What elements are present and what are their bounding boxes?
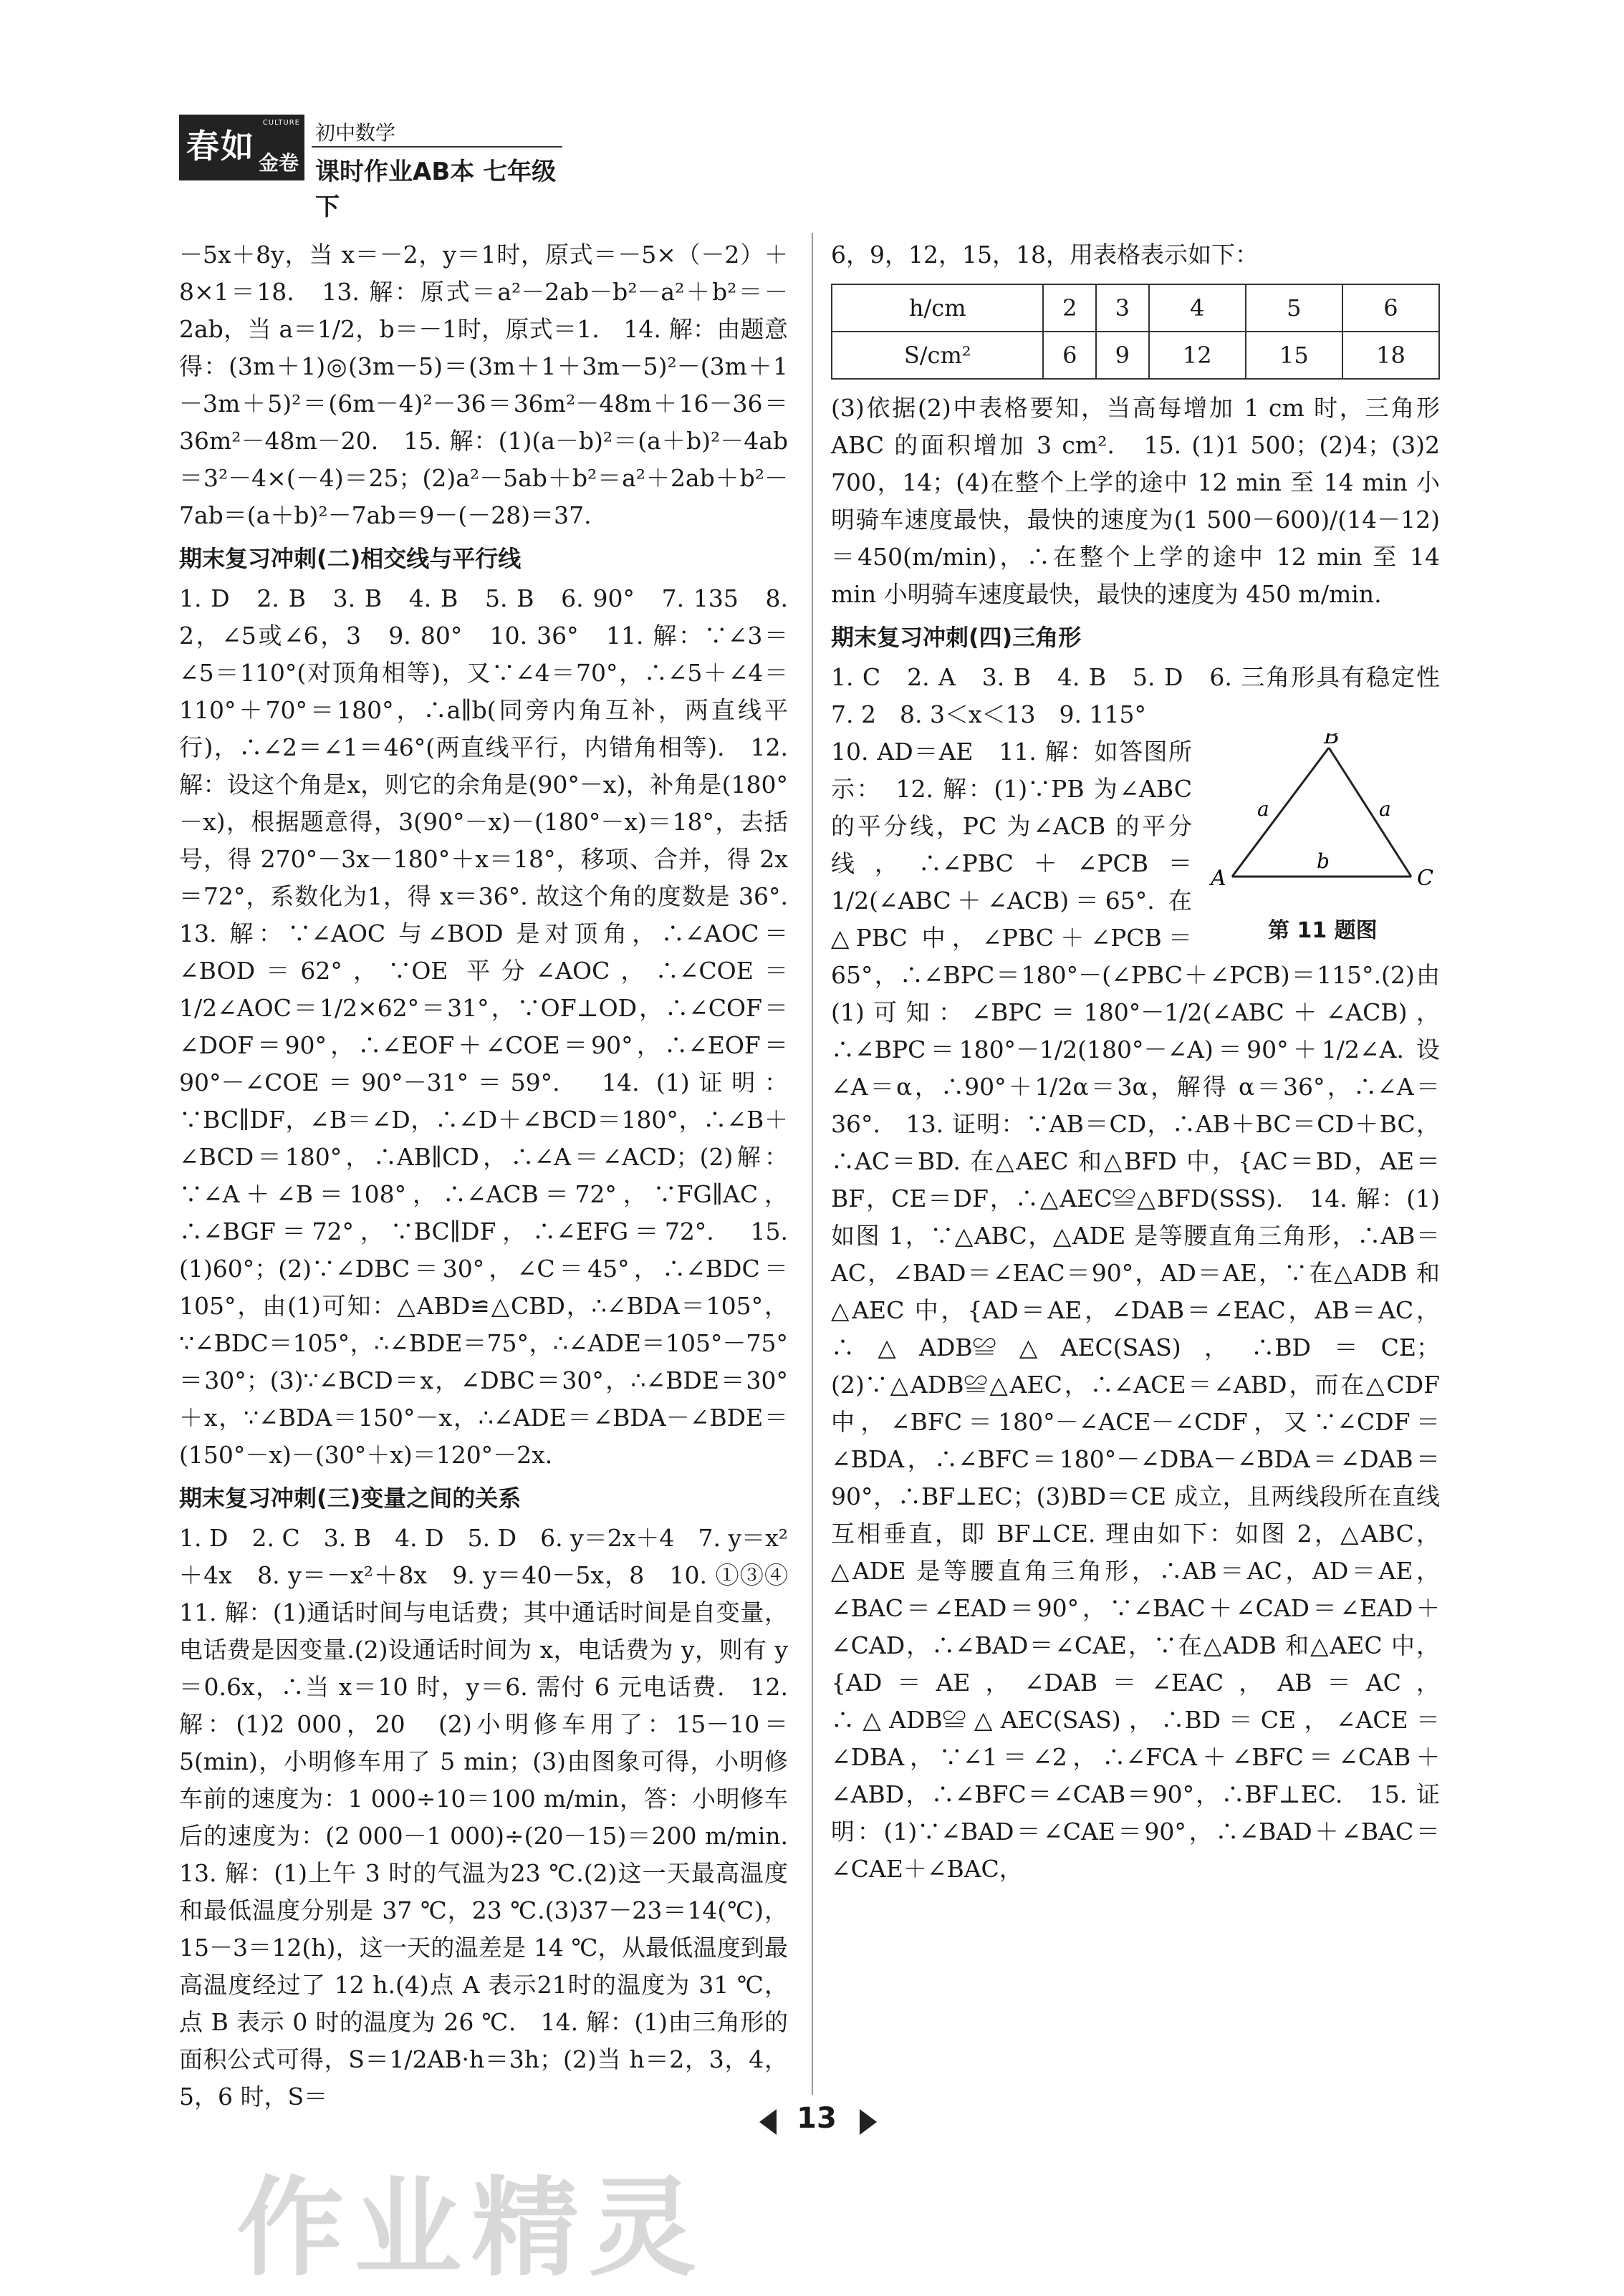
table-cell: 3 (1096, 284, 1149, 332)
table-cell: 4 (1149, 284, 1246, 332)
answer-paragraph: 6，9，12，15，18，用表格表示如下： (831, 241, 1259, 269)
answer-paragraph: (3)依据(2)中表格要知，当高每增加 1 cm 时，三角形 ABC 的面积增加 3 cm². 15. (1)1 500；(2)4；(3)2 700，14；(4)在整个上学的途中 12 min 至 14 min 小明骑车速度最快，最快的速度为(1 500－600)/(14－12)＝450(m/min)，∴在整个上学的途中 12 min 至 14 min 小明骑车速度最快，最快的速度为 450 m/min. (831, 394, 1440, 608)
logo-brand-text: 春如 (186, 127, 255, 165)
table-row (832, 284, 1439, 332)
page-number: 13 (797, 2102, 837, 2135)
figure-caption: 第 11 题图 (1268, 918, 1378, 943)
table-cell: 9 (1096, 332, 1149, 379)
section-title: 期末复习冲刺(四)三角形 (831, 624, 1082, 651)
side-label-a-left: a (1257, 797, 1269, 821)
vertex-label-a: A (1211, 866, 1226, 891)
right-column (831, 236, 1464, 1888)
header-rule (312, 146, 562, 148)
answer-paragraph: 10. AD＝AE 11. 解：如答图所示： 12. 解：(1)∵PB 为∠ABC 的平分线，PC 为∠ACB 的平分线，∴∠PBC＋∠PCB＝1/2(∠ABC＋∠ACB)＝65°. 在△PBC 中，∠PBC＋∠PCB＝65°，∴∠BPC＝180°－(∠PBC＋∠PCB)＝115°.(2)由(1)可知：∠BPC＝180°－1/2(∠ABC＋∠ACB)，∴∠BPC＝180°－1/2(180°－∠A)＝90°＋1/2∠A. 设∠A＝α，∴90°＋1/2α＝3α，解得 α＝36°，∴∠A＝36°. 13. 证明：∵AB＝CD，∴AB＋BC＝CD＋BC，∴AC＝BD. 在△AEC 和△BFD 中，{AC＝BD，AE＝BF，CE＝DF，∴△AEC≌△BFD(SSS). 14. 解：(1)如图 1，∵△ABC，△ADE 是等腰直角三角形，∴AB＝AC，∠BAD＝∠EAC＝90°，AD＝AE，∵在△ADB 和△AEC 中，{AD＝AE，∠DAB＝∠EAC，AB＝AC，∴△ADB≌△AEC(SAS)，∴BD＝CE；(2)∵△ADB≌△AEC，∴∠ACE＝∠ABD，而在△CDF 中，∠BFC＝180°－∠ACE－∠CDF，又∵∠CDF＝∠BDA，∴∠BFC＝180°－∠DBA－∠BDA＝∠DAB＝90°，∴BF⊥EC；(3)BD＝CE 成立，且两线段所在直线互相垂直，即 BF⊥CE. 理由如下：如图 2，△ABC，△ADE 是等腰直角三角形，∴AB＝AC，AD＝AE，∠BAC＝∠EAD＝90°，∵∠BAC＋∠CAD＝∠EAD＋∠CAD，∴∠BAD＝∠CAE，∵在△ADB 和△AEC 中，{AD＝AE，∠DAB＝∠EAC，AB＝AC，∴△ADB≌△AEC(SAS)，∴BD＝CE，∠ACE＝∠DBA，∵∠1＝∠2，∴∠FCA＋∠BFC＝∠CAB＋∠ABD，∴∠BFC＝∠CAB＝90°，∴BF⊥EC. 15. 证明：(1)∵∠BAD＝∠CAE＝90°，∴∠BAD＋∠BAC＝∠CAE＋∠BAC， (831, 738, 1440, 1883)
next-page-arrow-icon (860, 2109, 877, 2135)
triangle-side-bc (1329, 748, 1411, 877)
table-cell: 5 (1246, 284, 1342, 332)
header-subject: 初中数学 (315, 121, 396, 145)
table-cell: 2 (1043, 284, 1096, 332)
vertex-label-c: C (1417, 866, 1433, 891)
triangle-side-ab (1232, 748, 1329, 877)
side-label-b: b (1317, 849, 1330, 873)
section-title: 期末复习冲刺(二)相交线与平行线 (179, 545, 522, 572)
table-row (832, 332, 1439, 379)
side-label-a-right: a (1379, 797, 1391, 821)
watermark: 作业精灵 (236, 2166, 707, 2291)
left-column (179, 236, 812, 2116)
prev-page-arrow-icon (759, 2109, 777, 2135)
table-cell: 6 (1043, 332, 1096, 379)
header-title: 课时作业AB本 七年级下 (315, 158, 557, 221)
table-cell: 18 (1342, 332, 1439, 379)
vertex-label-b: B (1324, 733, 1340, 749)
logo-gold-text: 金卷 (258, 151, 299, 175)
answer-paragraph: 1. C 2. A 3. B 4. B 5. D 6. 三角形具有稳定性 7. 2 8. 3＜x＜13 9. 115° (831, 663, 1464, 728)
triangle-diagram (1203, 733, 1440, 912)
table-cell: 12 (1149, 332, 1246, 379)
answer-paragraph: 1. D 2. C 3. B 4. D 5. D 6. y＝2x＋4 7. y＝x²＋4x 8. y＝－x²＋8x 9. y＝40－5x，8 10. ①③④ 11. 解：(1)通话时间与电话费；其中通话时间是自变量，电话费是因变量.(2)设通话时间为 x，电话费为 y，则有 y＝0.6x，∴当 x＝10 时，y＝6. 需付 6 元电话费. 12. 解：(1)2 000，20 (2)小明修车用了：15－10＝5(min)，小明修车用了 5 min；(3)由图象可得，小明修车前的速度为：1 000÷10＝100 m/min，答：小明修车后的速度为：(2 000－1 000)÷(20－15)＝200 m/min. 13. 解：(1)上午 3 时的气温为23 ℃.(2)这一天最高温度和最低温度分别是 37 ℃，23 ℃.(3)37－23＝14(℃)，15－3＝12(h)，这一天的温差是 14 ℃，从最低温度到最高温度经过了 12 h.(4)点 A 表示21时的温度为 31 ℃，点 B 表示 0 时的温度为 26 ℃. 14. 解：(1)由三角形的面积公式可得，S＝1/2AB·h＝3h；(2)当 h＝2，3，4，5，6 时，S＝ (179, 1524, 812, 2111)
answer-paragraph: 1. D 2. B 3. B 4. B 5. B 6. 90° 7. 135 8. 2，∠5或∠6，3 9. 80° 10. 36° 11. 解：∵∠3＝∠5＝110°(对顶角相等)，又∵∠4＝70°，∴∠5＋∠4＝110°＋70°＝180°，∴a∥b(同旁内角互补，两直线平行)，∴∠2＝∠1＝46°(两直线平行，内错角相等). 12. 解：设这个角是x，则它的余角是(90°－x)，补角是(180°－x)，根据题意得，3(90°－x)－(180°－x)＝18°，去括号，得 270°－3x－180°＋x＝18°，移项、合并，得 2x＝72°，系数化为1，得 x＝36°. 故这个角的度数是 36°. 13. 解：∵∠AOC 与∠BOD 是对顶角，∴∠AOC＝∠BOD＝62°，∵OE 平分∠AOC，∴∠COE＝1/2∠AOC＝1/2×62°＝31°，∵OF⊥OD，∴∠COF＝∠DOF＝90°，∴∠EOF＋∠COE＝90°，∴∠EOF＝90°－∠COE＝90°－31°＝59°. 14. (1)证明：∵BC∥DF，∠B＝∠D，∴∠D＋∠BCD＝180°，∴∠B＋∠BCD＝180°，∴AB∥CD，∴∠A＝∠ACD；(2)解：∵∠A＋∠B＝108°，∴∠ACB＝72°，∵FG∥AC，∴∠BGF＝72°，∵BC∥DF，∴∠EFG＝72°. 15. (1)60°；(2)∵∠DBC＝30°，∠C＝45°，∴∠BDC＝105°，由(1)可知：△ABD≌△CBD，∴∠BDA＝105°，∵∠BDC＝105°，∴∠BDE＝75°，∴∠ADE＝105°－75°＝30°；(3)∵∠BCD＝x，∠DBC＝30°，∴∠BDE＝30°＋x，∵∠BDA＝150°－x，∴∠ADE＝∠BDA－∠BDE＝(150°－x)－(30°＋x)＝120°－2x. (179, 584, 812, 1469)
answer-paragraph: －5x＋8y，当 x＝－2，y＝1时，原式＝－5×（－2）＋8×1＝18. 13. 解：原式＝a²－2ab－b²－a²＋b²＝－2ab，当 a＝1/2，b＝－1时，原式＝1. 14. 解：由题意得：(3m＋1)◎(3m－5)＝(3m＋1＋3m－5)²－(3m＋1－3m＋5)²＝(6m－4)²－36＝36m²－48m＋16－36＝36m²－48m－20. 15. 解：(1)(a－b)²＝(a＋b)²－4ab＝3²－4×(－4)＝25；(2)a²－5ab＋b²＝a²＋2ab＋b²－7ab＝(a＋b)²－7ab＝9－(－28)＝37. (179, 241, 788, 529)
table-cell: S/cm² (832, 332, 1043, 379)
triangle-figure (1203, 733, 1440, 948)
data-table (831, 284, 1440, 380)
logo-tag-text: CULTURE (262, 119, 300, 127)
page-header (179, 115, 566, 221)
section-title: 期末复习冲刺(三)变量之间的关系 (179, 1485, 522, 1512)
column-divider (812, 233, 813, 2095)
table-cell: 6 (1342, 284, 1439, 332)
publisher-logo (179, 115, 304, 180)
table-cell: h/cm (832, 284, 1043, 332)
table-cell: 15 (1246, 332, 1342, 379)
